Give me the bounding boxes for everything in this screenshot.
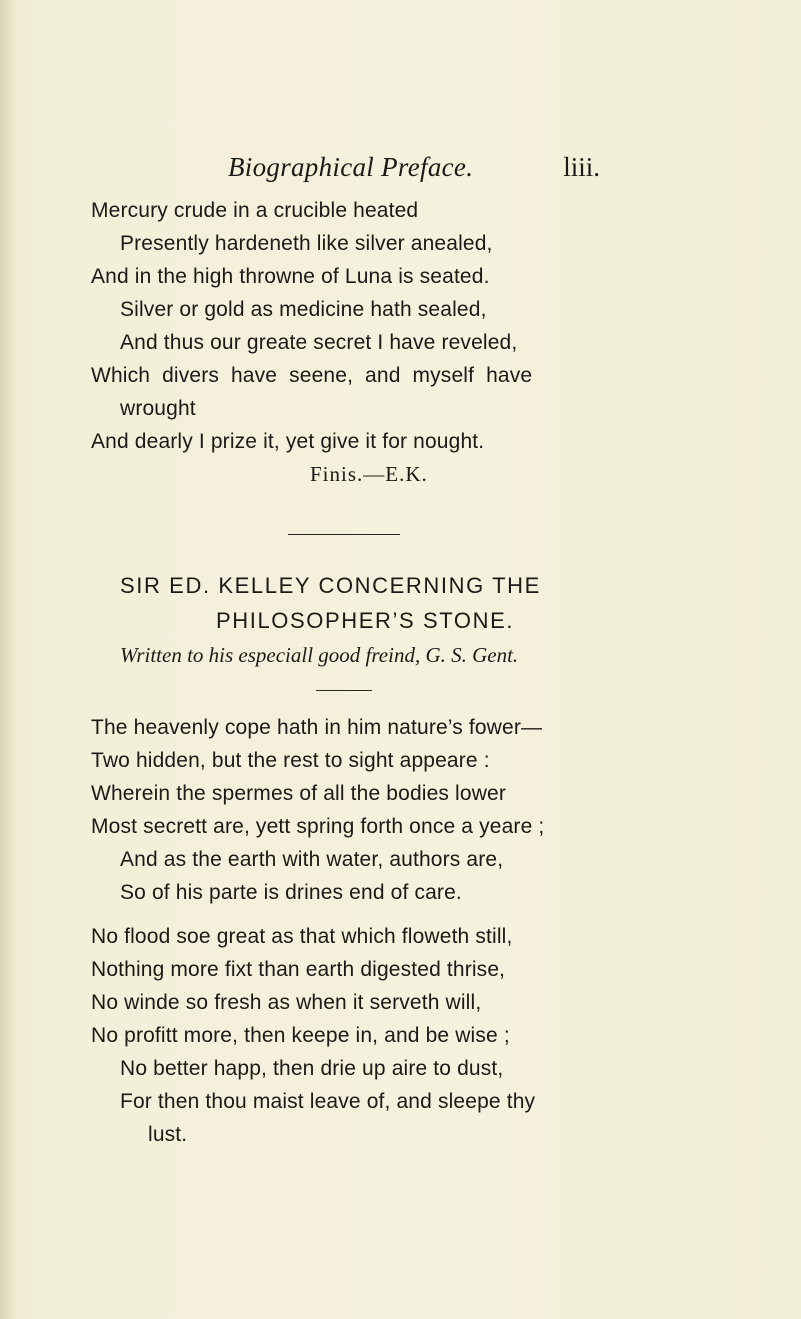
poem-line: No better happ, then drie up aire to dust, (120, 1057, 504, 1080)
page-gutter-shadow (0, 0, 14, 1319)
poem-line: Presently hardeneth like silver anealed, (120, 232, 493, 255)
poem-line: And dearly I prize it, yet give it for nought. (91, 430, 485, 453)
poem-line: And in the high throwne of Luna is seated. (91, 265, 490, 288)
running-title: Biographical Preface. (228, 152, 474, 182)
poem-line: So of his parte is drines end of care. (120, 881, 462, 904)
poem-line: No winde so fresh as when it serveth will, (91, 991, 482, 1014)
poem-line: The heavenly cope hath in him nature’s fower— (91, 716, 543, 739)
poem-line: Which divers have seene, and myself have (91, 364, 533, 387)
subtitle-divider (316, 690, 372, 691)
poem-line: Mercury crude in a crucible heated (91, 199, 419, 222)
poem-line: Most secrett are, yett spring forth once a yeare ; (91, 815, 545, 838)
poem-line: lust. (148, 1123, 188, 1146)
poem-line: For then thou maist leave of, and sleepe thy (120, 1090, 536, 1113)
poem-line: Nothing more fixt than earth digested thrise, (91, 958, 506, 981)
poem-line: And thus our greate secret I have reveled, (120, 331, 518, 354)
section-heading-line-1: SIR ED. KELLEY CONCERNING THE (120, 573, 541, 598)
section-subtitle: Written to his especiall good freind, G. S. Gent. (120, 643, 519, 667)
section-divider (288, 534, 400, 535)
poem-line: Silver or gold as medicine hath sealed, (120, 298, 487, 321)
page-number: liii. (563, 152, 600, 182)
poem-line: And as the earth with water, authors are, (120, 848, 504, 871)
poem-line: No flood soe great as that which floweth still, (91, 925, 513, 948)
section-heading-line-2: PHILOSOPHER’S STONE. (216, 608, 515, 633)
running-header (228, 152, 600, 192)
finis-signature: Finis.—E.K. (310, 462, 428, 486)
poem-line: No profitt more, then keepe in, and be wise ; (91, 1024, 510, 1047)
poem-line: Two hidden, but the rest to sight appeare : (91, 749, 490, 772)
poem-line: Wherein the spermes of all the bodies lower (91, 782, 506, 805)
poem-line: wrought (120, 397, 196, 420)
